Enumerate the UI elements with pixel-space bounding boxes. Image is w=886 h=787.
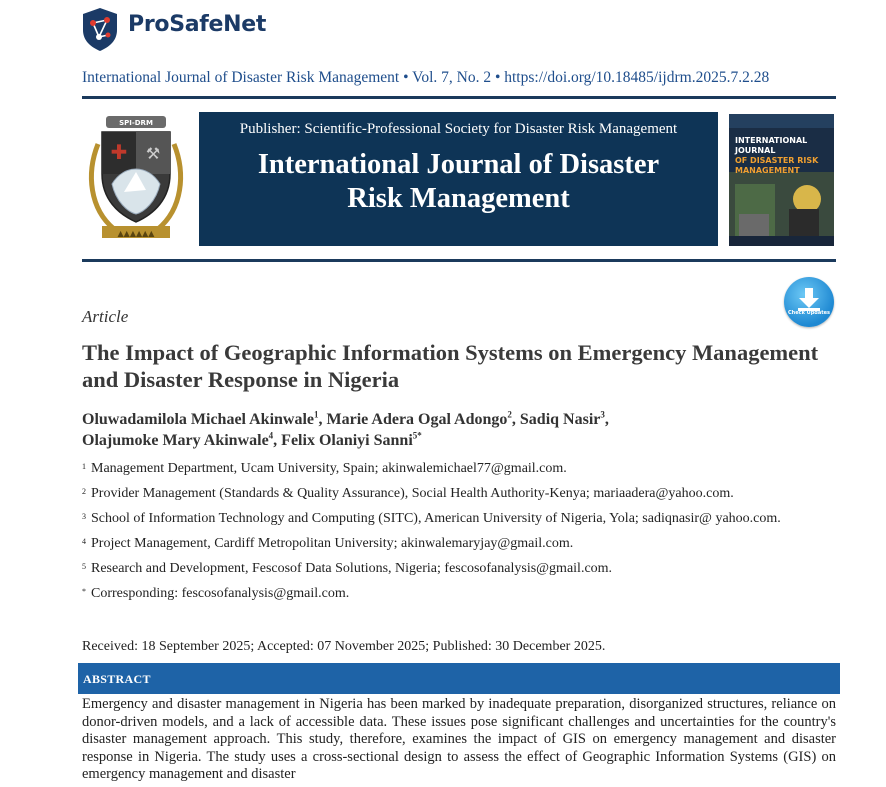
affiliation-item	[82, 586, 842, 602]
author-affiliation-mark: 4	[268, 430, 274, 441]
journal-banner	[199, 112, 718, 246]
author-name: Marie Adera Ogal Adongo	[326, 411, 508, 428]
download-arrow-icon	[784, 277, 834, 327]
cover-title-bottom: OF DISASTER RISK MANAGEMENT	[735, 156, 819, 175]
journal-title: International Journal of Disaster Risk Management	[257, 149, 660, 214]
affiliation-number: 4	[82, 537, 86, 546]
author-affiliation-mark: 1	[314, 409, 319, 420]
affiliation-number: 2	[82, 487, 86, 496]
spi-drm-emblem-icon	[84, 114, 188, 246]
author-affiliation-mark: 3	[600, 409, 605, 420]
author-name: Sadiq Nasir	[519, 411, 601, 428]
affiliation-item	[82, 461, 842, 477]
svg-text:▲▲▲▲▲▲: ▲▲▲▲▲▲	[117, 229, 155, 238]
society-emblem	[84, 114, 188, 246]
abstract-header	[78, 663, 840, 694]
cover-title-top: INTERNATIONAL JOURNAL	[735, 136, 808, 155]
abstract-label: ABSTRACT	[83, 672, 151, 686]
affiliation-text: Provider Management (Standards & Quality Assurance), Social Health Authority-Kenya; mariaadera@yahoo.com.	[91, 486, 734, 501]
affiliation-list	[82, 461, 842, 611]
svg-text:✚: ✚	[110, 140, 128, 164]
affiliation-number: 1	[82, 462, 86, 471]
author-affiliation-mark: 5*	[412, 430, 422, 441]
cover-title	[735, 136, 831, 176]
cover-image	[729, 114, 834, 246]
author-list	[82, 409, 802, 451]
affiliation-text: Management Department, Ucam University, Spain; akinwalemichael77@gmail.com.	[91, 461, 567, 476]
article-type: Article	[82, 307, 129, 326]
affiliation-number: 5	[82, 562, 86, 571]
shield-network-icon	[80, 6, 120, 52]
svg-text:SPI-DRM: SPI-DRM	[119, 119, 153, 127]
author-separator: ,	[318, 411, 327, 428]
header-rule-bottom	[82, 259, 836, 262]
affiliation-number: 3	[82, 512, 86, 521]
affiliation-text: Project Management, Cardiff Metropolitan University; akinwalemaryjay@gmail.com.	[91, 536, 574, 551]
affiliation-item	[82, 561, 842, 577]
brand-name: ProSafeNet	[128, 12, 267, 37]
header-rule-top	[82, 96, 836, 99]
affiliation-text: School of Information Technology and Computing (SITC), American University of Nigeria, Yola; sadiqnasir@ yahoo.com.	[91, 511, 781, 526]
affiliation-item	[82, 511, 842, 527]
affiliation-item	[82, 536, 842, 552]
author-affiliation-mark: 2	[507, 409, 512, 420]
publisher-line: Publisher: Scientific-Professional Society for Disaster Risk Management	[239, 121, 678, 137]
affiliation-number: *	[82, 587, 86, 596]
author-separator: ,	[273, 432, 282, 449]
author-name: Oluwadamilola Michael Akinwale	[82, 411, 315, 428]
author-separator: ,	[511, 411, 520, 428]
author-separator: ,	[604, 411, 609, 428]
journal-citation-line[interactable]: International Journal of Disaster Risk Management • Vol. 7, No. 2 • https://doi.org/10.18485/ijdrm.2025.7.2.28	[82, 69, 770, 86]
author-name: Olajumoke Mary Akinwale	[82, 432, 269, 449]
publication-dates: Received: 18 September 2025; Accepted: 07 November 2025; Published: 30 December 2025.	[82, 639, 606, 654]
abstract-text: Emergency and disaster management in Nigeria has been marked by inadequate preparation, disorganized structures, reliance on donor-driven models, and a lack of accessible data. These issues pose significant challenges and uncertainties for the country's disaster management approach. This study, therefore, examines the impact of GIS on emergency management and disaster response in Nigeria. The study uses a cross-sectional design to assess the effect of Geographic Information Systems (GIS) on emergency management and disaster	[82, 696, 836, 782]
affiliation-item	[82, 486, 842, 502]
affiliation-text: Corresponding: fescosofanalysis@gmail.com.	[91, 586, 350, 601]
check-updates-button[interactable]	[784, 277, 834, 327]
paper-title: The Impact of Geographic Information Systems on Emergency Management and Disaster Response in Nigeria	[82, 340, 819, 392]
affiliation-text: Research and Development, Fescosof Data Solutions, Nigeria; fescosofanalysis@gmail.com.	[91, 561, 613, 576]
svg-text:⚒: ⚒	[145, 144, 161, 163]
journal-cover-thumbnail[interactable]	[729, 114, 834, 246]
check-updates-label: Check Updates	[788, 310, 830, 316]
author-name: Felix Olaniyi Sanni	[281, 432, 413, 449]
